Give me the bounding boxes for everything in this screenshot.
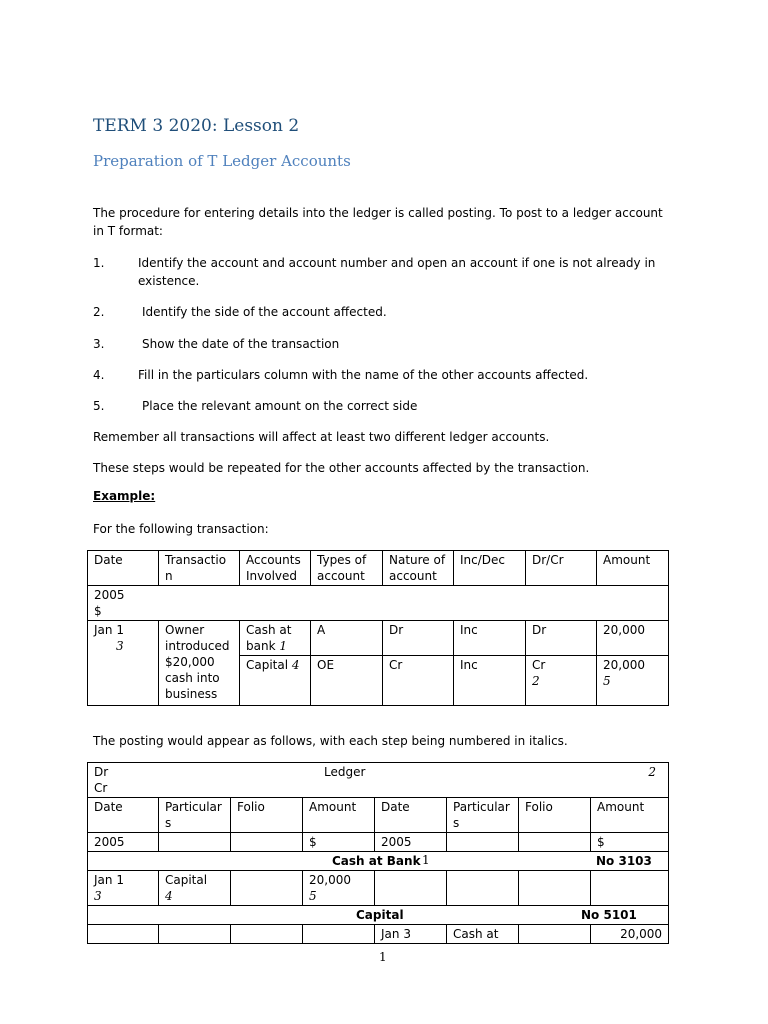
step-marker: 2 — [648, 765, 657, 779]
step-marker: 1 — [279, 639, 287, 653]
ledger-table — [87, 762, 669, 944]
account-number: No 3103 — [596, 854, 652, 868]
step-marker: 4 — [165, 889, 173, 903]
empty-cell — [447, 833, 519, 852]
step-number: 3. — [93, 337, 105, 351]
type-cell: OE — [311, 656, 383, 706]
table-row — [88, 925, 669, 944]
empty-cell — [231, 925, 303, 944]
header-cell: Particular s — [447, 798, 519, 833]
table-header-row — [88, 551, 669, 586]
date-cell — [88, 871, 159, 906]
currency-text: $ — [94, 604, 102, 618]
account-title-cell — [88, 906, 669, 925]
step-marker: 4 — [291, 658, 300, 672]
remember-paragraph: Remember all transactions will affect at least two different ledger accounts. — [93, 430, 550, 444]
step-marker: 5 — [309, 889, 317, 903]
incdec-cell: Inc — [454, 621, 526, 656]
year-cell: 2005 — [88, 833, 159, 852]
step-marker: 3 — [94, 889, 102, 903]
account-name: Capital — [356, 908, 404, 922]
empty-cell — [231, 871, 303, 906]
drcr-cell — [526, 656, 597, 706]
empty-cell — [303, 925, 375, 944]
header-cell: Particular s — [159, 798, 231, 833]
empty-cell — [88, 925, 159, 944]
table-row — [88, 586, 669, 621]
header-cell: Date — [88, 798, 159, 833]
table-row — [88, 621, 669, 656]
account-name: Cash at Bank — [332, 854, 421, 868]
date-text: Jan 1 — [94, 623, 124, 637]
step-marker: 5 — [603, 674, 611, 688]
amount-cell — [303, 871, 375, 906]
header-cell: Date — [375, 798, 447, 833]
header-cell: Transactio n — [159, 551, 240, 586]
header-cell: Folio — [231, 798, 303, 833]
step-number: 5. — [93, 399, 105, 413]
step-marker: 1 — [422, 853, 430, 867]
ledger-title-row — [88, 763, 669, 798]
amount-text: 20,000 — [603, 658, 645, 672]
header-cell: Amount — [303, 798, 375, 833]
step-text: Identify the account and account number and open an account if one is not already in existence. — [138, 256, 656, 288]
step-text: Place the relevant amount on the correct side — [142, 399, 418, 413]
drcr-cell: Dr — [526, 621, 597, 656]
intro-paragraph: The procedure for entering details into the ledger is called posting. To post to a ledger account in T format: — [93, 206, 663, 238]
header-cell: Date — [88, 551, 159, 586]
account-cell — [240, 656, 311, 706]
step-number: 2. — [93, 305, 105, 319]
empty-cell — [159, 925, 231, 944]
dr-label: Dr — [94, 765, 109, 779]
empty-cell — [231, 833, 303, 852]
step-number: 4. — [93, 368, 105, 382]
page-number: 1 — [379, 950, 387, 964]
ledger-title: Ledger — [324, 765, 366, 779]
particulars-cell: Cash at — [447, 925, 519, 944]
account-name: Cash at bank — [246, 623, 292, 653]
header-cell: Types of account — [311, 551, 383, 586]
empty-cell — [375, 871, 447, 906]
header-cell: Accounts Involved — [240, 551, 311, 586]
transaction-table — [87, 550, 669, 706]
drcr-text: Cr — [532, 658, 546, 672]
example-heading: Example: — [93, 489, 156, 503]
amount-cell: 20,000 — [591, 925, 669, 944]
table-row — [88, 833, 669, 852]
year-cell: 2005 — [375, 833, 447, 852]
nature-cell: Cr — [383, 656, 454, 706]
year-cell — [88, 586, 669, 621]
nature-cell: Dr — [383, 621, 454, 656]
date-cell: Jan 3 — [375, 925, 447, 944]
amount-text: 20,000 — [309, 873, 351, 887]
header-cell: Inc/Dec — [454, 551, 526, 586]
date-cell — [88, 621, 159, 706]
description-cell: Owner introduced $20,000 cash into business — [159, 621, 240, 706]
empty-cell — [159, 833, 231, 852]
step-text: Show the date of the transaction — [142, 337, 340, 351]
incdec-cell: Inc — [454, 656, 526, 706]
account-number: No 5101 — [581, 908, 637, 922]
header-cell: Amount — [591, 798, 669, 833]
header-cell: Folio — [519, 798, 591, 833]
amount-cell: 20,000 — [597, 621, 669, 656]
header-cell: Amount — [597, 551, 669, 586]
empty-cell — [447, 871, 519, 906]
currency-cell: $ — [591, 833, 669, 852]
table-row — [88, 871, 669, 906]
empty-cell — [519, 925, 591, 944]
type-cell: A — [311, 621, 383, 656]
step-number: 1. — [93, 256, 105, 270]
step-marker: 3 — [116, 639, 124, 653]
empty-cell — [591, 871, 669, 906]
currency-cell: $ — [303, 833, 375, 852]
page-title: TERM 3 2020: Lesson 2 — [93, 116, 300, 136]
header-cell: Dr/Cr — [526, 551, 597, 586]
amount-cell — [597, 656, 669, 706]
ledger-title-cell — [88, 763, 669, 798]
posting-paragraph: The posting would appear as follows, with each step being numbered in italics. — [93, 734, 568, 748]
account-title-row — [88, 852, 669, 871]
step-marker: 2 — [532, 674, 540, 688]
account-title-row — [88, 906, 669, 925]
account-title-cell — [88, 852, 669, 871]
particulars-text: Capital — [165, 873, 208, 887]
repeat-paragraph: These steps would be repeated for the other accounts affected by the transaction. — [93, 461, 590, 475]
empty-cell — [519, 833, 591, 852]
cr-label: Cr — [94, 781, 108, 795]
header-cell: Nature of account — [383, 551, 454, 586]
empty-cell — [519, 871, 591, 906]
step-text: Fill in the particulars column with the name of the other accounts affected. — [138, 368, 589, 382]
date-text: Jan 1 — [94, 873, 124, 887]
following-paragraph: For the following transaction: — [93, 522, 269, 536]
account-cell — [240, 621, 311, 656]
particulars-cell — [159, 871, 231, 906]
account-name: Capital — [246, 658, 289, 672]
page-subtitle: Preparation of T Ledger Accounts — [93, 152, 351, 170]
table-header-row — [88, 798, 669, 833]
year-text: 2005 — [94, 588, 125, 602]
step-text: Identify the side of the account affected. — [142, 305, 387, 319]
